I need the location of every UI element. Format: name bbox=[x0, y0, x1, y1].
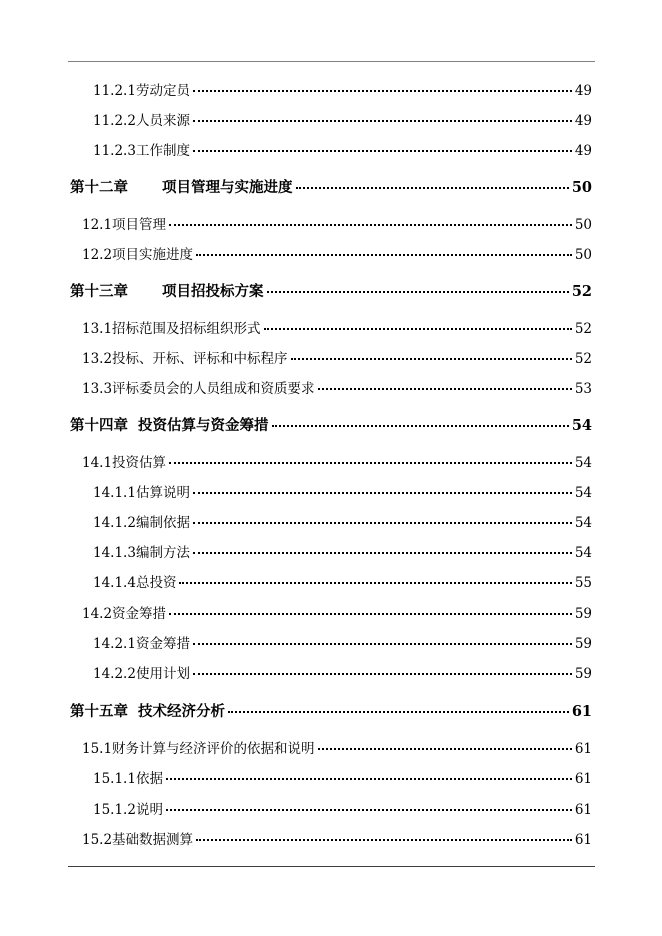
toc-leader bbox=[318, 388, 572, 390]
toc-entry-page: 59 bbox=[574, 666, 592, 682]
toc-leader bbox=[193, 552, 572, 554]
toc-leader bbox=[169, 613, 572, 615]
toc-entry-page: 49 bbox=[574, 83, 592, 99]
toc-entry-page: 54 bbox=[571, 417, 592, 434]
toc-leader bbox=[272, 425, 569, 427]
toc-leader bbox=[193, 522, 572, 524]
toc-entry-title: 14.1投资估算 bbox=[82, 455, 167, 471]
toc-leader bbox=[267, 291, 569, 293]
toc-chapter-entry[interactable] bbox=[70, 700, 592, 720]
toc-entry-page: 50 bbox=[574, 217, 592, 233]
toc-entry-title: 11.2.3工作制度 bbox=[93, 143, 190, 159]
toc-entry[interactable] bbox=[82, 451, 592, 471]
toc-entry[interactable] bbox=[93, 767, 592, 787]
toc-entry-page: 54 bbox=[574, 485, 592, 501]
toc-entry[interactable] bbox=[93, 109, 592, 129]
toc-entry-title: 13.3评标委员会的人员组成和资质要求 bbox=[82, 381, 315, 397]
toc-leader bbox=[169, 462, 572, 464]
toc-entry[interactable] bbox=[93, 139, 592, 159]
toc-entry-title: 项目管理与实施进度 bbox=[162, 179, 293, 196]
toc-entry-title: 14.2资金筹措 bbox=[82, 606, 167, 622]
footer-rule bbox=[68, 866, 595, 867]
toc-entry-page: 61 bbox=[574, 741, 592, 757]
toc-entry-page: 52 bbox=[574, 321, 592, 337]
toc-entry-title: 11.2.2人员来源 bbox=[93, 113, 190, 129]
toc-leader bbox=[166, 809, 572, 811]
toc-entry-page: 61 bbox=[574, 802, 592, 818]
toc-entry[interactable] bbox=[93, 662, 592, 682]
toc-entry[interactable] bbox=[82, 243, 592, 263]
toc-entry-title: 14.2.1资金筹措 bbox=[93, 636, 190, 652]
toc-entry-page: 53 bbox=[574, 381, 592, 397]
toc-entry-page: 54 bbox=[574, 515, 592, 531]
toc-leader bbox=[193, 120, 572, 122]
toc-leader bbox=[193, 90, 572, 92]
toc-entry-page: 50 bbox=[574, 247, 592, 263]
toc-entry[interactable] bbox=[82, 213, 592, 233]
toc-entry[interactable] bbox=[82, 828, 592, 848]
toc-entry-title: 技术经济分析 bbox=[138, 703, 225, 720]
toc-entry-page: 59 bbox=[574, 636, 592, 652]
toc-entry[interactable] bbox=[93, 481, 592, 501]
toc-entry-title: 投资估算与资金筹措 bbox=[138, 417, 269, 434]
toc-entry-title: 14.2.2使用计划 bbox=[93, 666, 190, 682]
toc-entry-title: 14.1.1估算说明 bbox=[93, 485, 190, 501]
toc-leader bbox=[193, 492, 572, 494]
toc-entry-title: 15.2基础数据测算 bbox=[82, 832, 194, 848]
toc-leader bbox=[193, 673, 572, 675]
toc-leader bbox=[264, 328, 572, 330]
toc-entry[interactable] bbox=[93, 571, 592, 591]
toc-entry-title: 15.1财务计算与经济评价的依据和说明 bbox=[82, 741, 315, 757]
toc-leader bbox=[193, 643, 572, 645]
toc-entry-title: 14.1.4总投资 bbox=[93, 575, 177, 591]
toc-entry-page: 54 bbox=[574, 545, 592, 561]
toc-entry-title: 15.1.1依据 bbox=[93, 771, 163, 787]
toc-leader bbox=[196, 839, 572, 841]
toc-chapter-entry[interactable] bbox=[70, 280, 592, 300]
toc-entry[interactable] bbox=[82, 317, 592, 337]
toc-leader bbox=[166, 778, 572, 780]
toc-entry[interactable] bbox=[93, 798, 592, 818]
toc-leader bbox=[169, 224, 572, 226]
toc-chapter-label: 第十五章 bbox=[70, 703, 128, 720]
toc-entry-page: 61 bbox=[571, 703, 592, 720]
toc-entry-title: 13.2投标、开标、评标和中标程序 bbox=[82, 351, 288, 367]
toc-entry-title: 15.1.2说明 bbox=[93, 802, 163, 818]
toc-entry[interactable] bbox=[82, 737, 592, 757]
toc-entry-title: 14.1.2编制依据 bbox=[93, 515, 190, 531]
toc-leader bbox=[291, 358, 572, 360]
toc-leader bbox=[179, 582, 571, 584]
toc-entry-title: 14.1.3编制方法 bbox=[93, 545, 190, 561]
toc-entry-page: 54 bbox=[574, 455, 592, 471]
toc-entry-page: 61 bbox=[574, 832, 592, 848]
toc-entry-page: 61 bbox=[574, 771, 592, 787]
toc-entry[interactable] bbox=[93, 632, 592, 652]
toc-entry-page: 50 bbox=[571, 179, 592, 196]
toc-entry-title: 项目招投标方案 bbox=[162, 283, 264, 300]
toc-entry[interactable] bbox=[93, 541, 592, 561]
toc-chapter-entry[interactable] bbox=[70, 414, 592, 434]
toc-leader bbox=[228, 711, 569, 713]
toc-chapter-entry[interactable] bbox=[70, 176, 592, 196]
toc-entry-page: 49 bbox=[574, 113, 592, 129]
toc-entry-page: 55 bbox=[574, 575, 592, 591]
toc-entry[interactable] bbox=[82, 347, 592, 367]
toc-entry-page: 59 bbox=[574, 606, 592, 622]
toc-entry-title: 13.1招标范围及招标组织形式 bbox=[82, 321, 261, 337]
toc-leader bbox=[318, 748, 572, 750]
toc-entry-page: 49 bbox=[574, 143, 592, 159]
toc-entry-page: 52 bbox=[571, 283, 592, 300]
toc-entry[interactable] bbox=[93, 511, 592, 531]
toc-entry-title: 12.1项目管理 bbox=[82, 217, 167, 233]
toc-entry-title: 11.2.1劳动定员 bbox=[93, 83, 190, 99]
toc-chapter-label: 第十四章 bbox=[70, 417, 128, 434]
toc-leader bbox=[296, 187, 569, 189]
toc-entry-page: 52 bbox=[574, 351, 592, 367]
toc-entry-title: 12.2项目实施进度 bbox=[82, 247, 194, 263]
toc-entry[interactable] bbox=[82, 377, 592, 397]
toc-chapter-label: 第十二章 bbox=[70, 179, 128, 196]
toc-leader bbox=[196, 254, 572, 256]
toc-entry[interactable] bbox=[93, 79, 592, 99]
toc-entry[interactable] bbox=[82, 602, 592, 622]
toc-leader bbox=[193, 150, 572, 152]
toc-chapter-label: 第十三章 bbox=[70, 283, 128, 300]
